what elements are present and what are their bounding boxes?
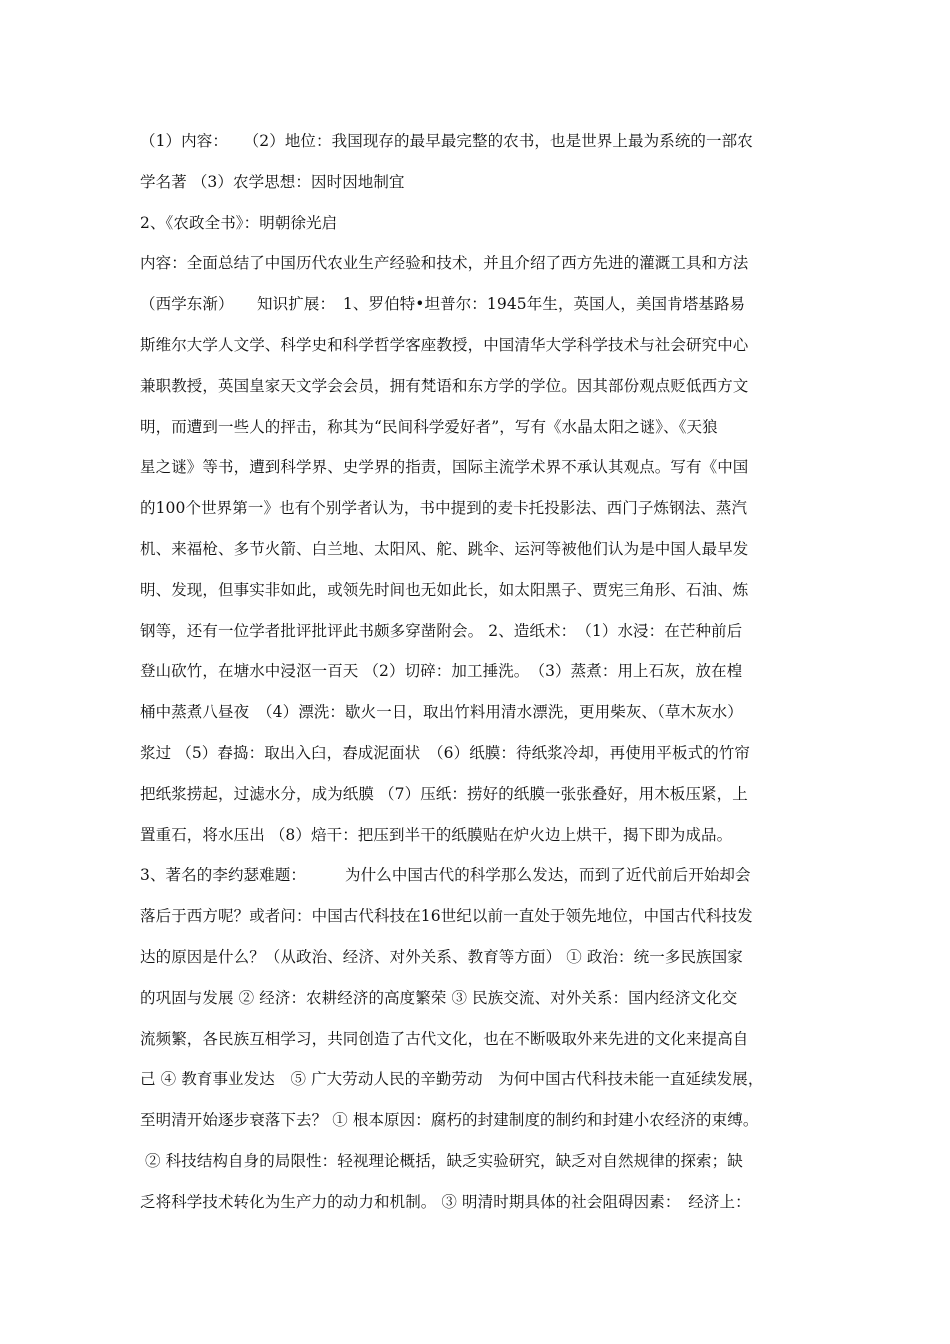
text-line: 3、著名的李约瑟难题： 为什么中国古代的科学那么发达，而到了近代前后开始却会 xyxy=(140,866,751,885)
text-line: ② 科技结构自身的局限性：轻视理论概括，缺乏实验研究，缺乏对自然规律的探索；缺 xyxy=(140,1151,743,1170)
text-line: 至明清开始逐步衰落下去？ ① 根本原因：腐朽的封建制度的制约和封建小农经济的束缚。 xyxy=(140,1111,759,1130)
text-line: 乏将科学技术转化为生产力的动力和机制。 ③ 明清时期具体的社会阻碍因素： 经济上： xyxy=(140,1192,751,1211)
text-line: （西学东渐） 知识扩展： 1、罗伯特•坦普尔：1945年生，英国人，美国肯塔基路易 xyxy=(140,295,746,314)
text-line: 钢等，还有一位学者批评批评此书颇多穿凿附会。 2、造纸术： （1）水浸：在芒种前后 xyxy=(140,621,743,640)
text-line: 落后于西方呢？或者问：中国古代科技在16世纪以前一直处于领先地位，中国古代科技发 xyxy=(140,907,753,926)
text-line: 浆过 （5）舂捣：取出入臼，舂成泥面状 （6）纸膜：待纸浆冷却，再使用平板式的竹帘 xyxy=(140,743,751,762)
text-line: 星之谜》等书，遭到科学界、史学界的指责，国际主流学术界不承认其观点。写有《中国 xyxy=(140,458,749,477)
document-body xyxy=(140,121,812,1223)
text-line: 兼职教授，英国皇家天文学会会员，拥有梵语和东方学的学位。因其部份观点贬低西方文 xyxy=(140,376,749,395)
text-line: 流频繁，各民族互相学习，共同创造了古代文化，也在不断吸取外来先进的文化来提高自 xyxy=(140,1029,749,1048)
text-line: 斯维尔大学人文学、科学史和科学哲学客座教授，中国清华大学科学技术与社会研究中心 xyxy=(140,335,749,354)
text-line: 2、《农政全书》：明朝徐光启 xyxy=(140,213,338,232)
text-line: 的巩固与发展 ② 经济：农耕经济的高度繁荣 ③ 民族交流、对外关系：国内经济文化交 xyxy=(140,988,738,1007)
text-line: 桶中蒸煮八昼夜 （4）漂洗：歇火一日，取出竹料用清水漂洗，更用柴灰、（草木灰水） xyxy=(140,703,743,722)
text-line: 达的原因是什么？（从政治、经济、对外关系、教育等方面） ① 政治：统一多民族国家 xyxy=(140,947,743,966)
text-line: 把纸浆捞起，过滤水分，成为纸膜 （7）压纸：捞好的纸膜一张张叠好，用木板压紧，上 xyxy=(140,784,748,803)
text-line: 登山砍竹，在塘水中浸沤一百天 （2）切碎：加工捶洗。 （3）蒸煮：用上石灰，放在楻 xyxy=(140,662,743,681)
text-line: （1）内容： （2）地位：我国现存的最早最完整的农书，也是世界上最为系统的一部农 xyxy=(140,132,753,150)
text-line: 明、发现，但事实非如此，或领先时间也无如此长，如太阳黑子、贾宪三角形、石油、炼 xyxy=(140,580,749,599)
text-line: 内容：全面总结了中国历代农业生产经验和技术，并且介绍了西方先进的灌溉工具和方法 xyxy=(140,254,749,273)
text-line: 机、来福枪、多节火箭、白兰地、太阳风、舵、跳伞、运河等被他们认为是中国人最早发 xyxy=(140,539,749,558)
text-line: 置重石，将水压出 （8）焙干：把压到半干的纸膜贴在炉火边上烘干，揭下即为成品。 xyxy=(140,825,733,844)
text-line: 己 ④ 教育事业发达 ⑤ 广大劳动人民的辛勤劳动 为何中国古代科技未能一直延续发展， xyxy=(140,1070,764,1089)
text-line: 明，而遭到一些人的抨击，称其为“民间科学爱好者”，写有《水晶太阳之谜》、《天狼 xyxy=(140,417,718,436)
text-line: 的100个世界第一》也有个别学者认为，书中提到的麦卡托投影法、西门子炼钢法、蒸汽 xyxy=(140,499,748,518)
text-line: 学名著 （3）农学思想：因时因地制宜 xyxy=(140,172,405,191)
